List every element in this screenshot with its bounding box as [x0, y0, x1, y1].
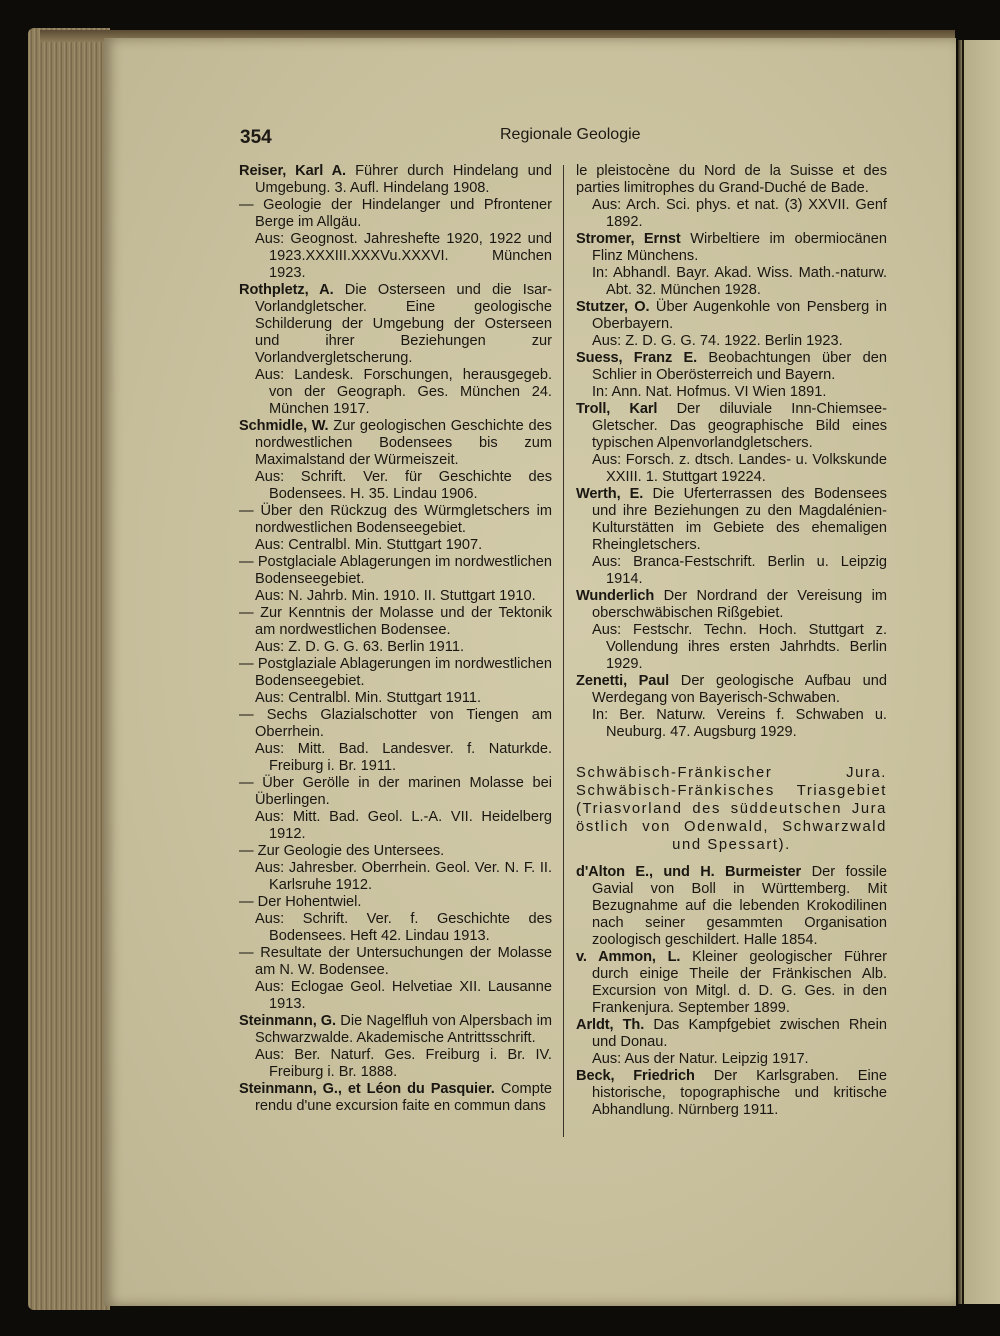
entry-author: Stromer, Ernst: [576, 231, 681, 247]
entry-title: — Über den Rückzug des Würmgletschers im nordwestlichen Bodenseegebiet.: [239, 503, 552, 536]
entry-author: Steinmann, G., et Léon du Pasquier.: [239, 1081, 495, 1097]
source-text: In: Ber. Naturw. Vereins f. Schwaben u. Neuburg. 47. Augsburg 1929.: [592, 707, 887, 740]
bibliography-entry: [239, 418, 552, 469]
bibliography-entry: [239, 554, 552, 588]
bibliography-source: [239, 741, 552, 775]
left-column: [239, 163, 552, 1115]
entry-title: Der geologische Aufbau und Werdegang von Bayerisch-Schwaben.: [592, 673, 888, 706]
entry-title: — Zur Geologie des Untersees.: [239, 843, 445, 859]
bibliography-entry: [239, 163, 552, 197]
source-text: Aus: Festschr. Techn. Hoch. Stuttgart z. Vollendung ihres ersten Jahrhdts. Berlin 1929.: [592, 622, 887, 672]
bibliography-source: [239, 979, 552, 1013]
source-text: Aus: Centralbl. Min. Stuttgart 1907.: [255, 537, 483, 553]
bibliography-source: [239, 231, 552, 282]
bibliography-source: [576, 1051, 887, 1068]
entry-author: Zenetti, Paul: [576, 673, 670, 689]
bibliography-source: [576, 333, 887, 350]
entry-title: Die Osterseen und die Isar-Vorlandgletscher. Eine geologische Schilderung der Umgebung der Osterseen und ihrer Beziehungen zur Vorlandvergletscherung.: [255, 282, 552, 366]
bibliography-source: [239, 690, 552, 707]
source-text: Aus: Aus der Natur. Leipzig 1917.: [592, 1051, 809, 1067]
running-head: Regionale Geologie: [500, 126, 641, 143]
source-text: Aus: Mitt. Bad. Landesver. f. Naturkde. Freiburg i. Br. 1911.: [255, 741, 552, 774]
bibliography-entry: [576, 673, 887, 707]
bibliography-entry: [239, 605, 552, 639]
entry-author: Arldt, Th.: [576, 1017, 645, 1033]
section-heading: Schwäbisch-Fränkischer Jura. Schwäbisch-Fränkisches Triasgebiet (Triasvorland des süddeutschen Jura östlich von Odenwald, Schwarzwald und Spessart).: [576, 765, 887, 853]
entry-title: Wirbeltiere im obermiocänen Flinz Münchens.: [592, 231, 887, 264]
bibliography-source: [239, 809, 552, 843]
bibliography-entry: [239, 656, 552, 690]
source-text: Aus: Schrift. Ver. f. Geschichte des Bodensees. Heft 42. Lindau 1913.: [255, 911, 552, 944]
source-text: Aus: Z. D. G. G. 63. Berlin 1911.: [255, 639, 464, 655]
bibliography-entry: [576, 949, 887, 1017]
entry-author: Beck, Friedrich: [576, 1068, 695, 1084]
bibliography-entry: [576, 864, 887, 949]
book-page-edges: [28, 28, 110, 1310]
bibliography-source: [239, 860, 552, 894]
entry-title: — Sechs Glazialschotter von Tiengen am Oberrhein.: [239, 707, 552, 740]
bibliography-entry: [239, 1013, 552, 1047]
source-text: In: Abhandl. Bayr. Akad. Wiss. Math.-naturw. Abt. 32. München 1928.: [592, 265, 887, 298]
entry-author: d'Alton E., und H. Burmeister: [576, 864, 802, 880]
bibliography-source: [239, 588, 552, 605]
entry-title: Der fossile Gavial von Boll in Württemberg. Mit Bezugnahme auf die lebenden Krokodilinen nach seiner gesammten Organisation zoologisch geschildert. Halle 1854.: [592, 864, 888, 948]
entry-title: — Postglaciale Ablagerungen im nordwestlichen Bodenseegebiet.: [239, 554, 552, 587]
bibliography-entry: [239, 282, 552, 367]
entry-title: le pleistocène du Nord de la Suisse et des parties limitrophes du Grand-Duché de Bade.: [576, 163, 887, 196]
entry-author: Wunderlich: [576, 588, 655, 604]
bibliography-entry: [239, 503, 552, 537]
column-rule: [563, 165, 564, 1137]
entry-title: Kleiner geologischer Führer durch einige Theile der Fränkischen Alb. Excursion von Mitgl. d. D. G. Ges. in den Frankenjura. September 1899.: [592, 949, 887, 1016]
bibliography-entry: [576, 1017, 887, 1051]
source-text: Aus: Jahresber. Oberrhein. Geol. Ver. N. F. II. Karlsruhe 1912.: [255, 860, 552, 893]
bibliography-source: [239, 639, 552, 656]
entry-title: Zur geologischen Geschichte des nordwestlichen Bodensees bis zum Maximalstand der Würmeiszeit.: [255, 418, 552, 468]
bibliography-entry: [576, 299, 887, 333]
bibliography-entry: [239, 197, 552, 231]
bibliography-source: [239, 1047, 552, 1081]
bibliography-source: [576, 197, 887, 231]
entry-title: Die Uferterrassen des Bodensees und ihre Beziehungen zu den Magdalénien-Kulturstätten im Gebiete des ehemaligen Rheingletschers.: [592, 486, 887, 553]
source-text: Aus: N. Jahrb. Min. 1910. II. Stuttgart 1910.: [255, 588, 536, 604]
entry-title: — Resultate der Untersuchungen der Molasse am N. W. Bodensee.: [239, 945, 552, 978]
entry-author: Suess, Franz E.: [576, 350, 698, 366]
source-text: In: Ann. Nat. Hofmus. VI Wien 1891.: [592, 384, 827, 400]
bibliography-entry: [239, 894, 552, 911]
bibliography-source: [576, 384, 887, 401]
entry-title: — Zur Kenntnis der Molasse und der Tektonik am nordwestlichen Bodensee.: [239, 605, 552, 638]
bibliography-entry: [239, 843, 552, 860]
source-text: Aus: Eclogae Geol. Helvetiae XII. Lausanne 1913.: [255, 979, 552, 1012]
bibliography-entry: [576, 350, 887, 384]
entry-title: Die Nagelfluh von Alpersbach im Schwarzwalde. Akademische Antrittsschrift.: [255, 1013, 552, 1046]
entry-author: Stutzer, O.: [576, 299, 650, 315]
bibliography-source: [239, 469, 552, 503]
bibliography-entry: [239, 945, 552, 979]
source-text: Aus: Arch. Sci. phys. et nat. (3) XXVII. Genf 1892.: [592, 197, 887, 230]
entry-title: — Über Gerölle in der marinen Molasse bei Überlingen.: [239, 775, 552, 808]
entry-author: Reiser, Karl A.: [239, 163, 347, 179]
entry-author: Troll, Karl: [576, 401, 658, 417]
bibliography-entry: [576, 486, 887, 554]
bibliography-source: [576, 622, 887, 673]
right-column-section-entries: [576, 864, 887, 1119]
source-text: Aus: Centralbl. Min. Stuttgart 1911.: [255, 690, 482, 706]
entry-title: Das Kampfgebiet zwischen Rhein und Donau.: [592, 1017, 888, 1050]
bibliography-entry: [239, 775, 552, 809]
bibliography-entry: [576, 588, 887, 622]
page-number: 354: [240, 127, 272, 148]
bibliography-source: [576, 707, 887, 741]
source-text: Aus: Branca-Festschrift. Berlin u. Leipzig 1914.: [592, 554, 887, 587]
entry-author: Steinmann, G.: [239, 1013, 337, 1029]
source-text: Aus: Z. D. G. G. 74. 1922. Berlin 1923.: [592, 333, 843, 349]
bibliography-source: [239, 911, 552, 945]
bibliography-entry: [239, 1081, 552, 1115]
bibliography-entry: [576, 163, 887, 197]
entry-title: Beobachtungen über den Schlier in Oberösterreich und Bayern.: [592, 350, 887, 383]
right-column-entries: [576, 163, 887, 741]
source-text: Aus: Forsch. z. dtsch. Landes- u. Volkskunde XXIII. 1. Stuttgart 19224.: [592, 452, 887, 485]
entry-author: v. Ammon, L.: [576, 949, 681, 965]
source-text: Aus: Schrift. Ver. für Geschichte des Bodensees. H. 35. Lindau 1906.: [255, 469, 552, 502]
bibliography-source: [576, 452, 887, 486]
bibliography-entry: [576, 1068, 887, 1119]
source-text: Aus: Mitt. Bad. Geol. L.-A. VII. Heidelberg 1912.: [255, 809, 552, 842]
source-text: Aus: Landesk. Forschungen, herausgegeb. von der Geograph. Ges. München 24. München 1917.: [255, 367, 552, 417]
entry-title: Führer durch Hindelang und Umgebung. 3. Aufl. Hindelang 1908.: [255, 163, 552, 196]
entry-title: Über Augenkohle von Pensberg in Oberbayern.: [592, 299, 887, 332]
bibliography-entry: [576, 231, 887, 265]
bibliography-entry: [239, 707, 552, 741]
entry-title: — Der Hohentwiel.: [239, 894, 362, 910]
entry-author: Schmidle, W.: [239, 418, 329, 434]
entry-title: Der Karlsgraben. Eine historische, topographische und kritische Abhandlung. Nürnberg 1911.: [592, 1068, 887, 1118]
source-text: Aus: Ber. Naturf. Ges. Freiburg i. Br. IV. Freiburg i. Br. 1888.: [255, 1047, 552, 1080]
entry-title: Der Nordrand der Vereisung im oberschwäbischen Rißgebiet.: [592, 588, 887, 621]
facing-page-strip: [958, 40, 1000, 1304]
entry-title: Der diluviale Inn-Chiemsee-Gletscher. Das geographische Bild eines typischen Alpenvorlandgletschers.: [592, 401, 887, 451]
entry-author: Rothpletz, A.: [239, 282, 334, 298]
bibliography-source: [239, 367, 552, 418]
entry-title: — Postglaziale Ablagerungen im nordwestlichen Bodenseegebiet.: [239, 656, 552, 689]
bibliography-source: [576, 554, 887, 588]
entry-title: Compte rendu d'une excursion faite en commun dans: [255, 1081, 552, 1114]
entry-title: — Geologie der Hindelanger und Pfrontener Berge im Allgäu.: [239, 197, 552, 230]
entry-author: Werth, E.: [576, 486, 644, 502]
bibliography-source: [576, 265, 887, 299]
bibliography-source: [239, 537, 552, 554]
source-text: Aus: Geognost. Jahreshefte 1920, 1922 und 1923.XXXIII.XXXVu.XXXVI. München 1923.: [255, 231, 552, 281]
bibliography-entry: [576, 401, 887, 452]
right-column: [576, 163, 887, 1119]
